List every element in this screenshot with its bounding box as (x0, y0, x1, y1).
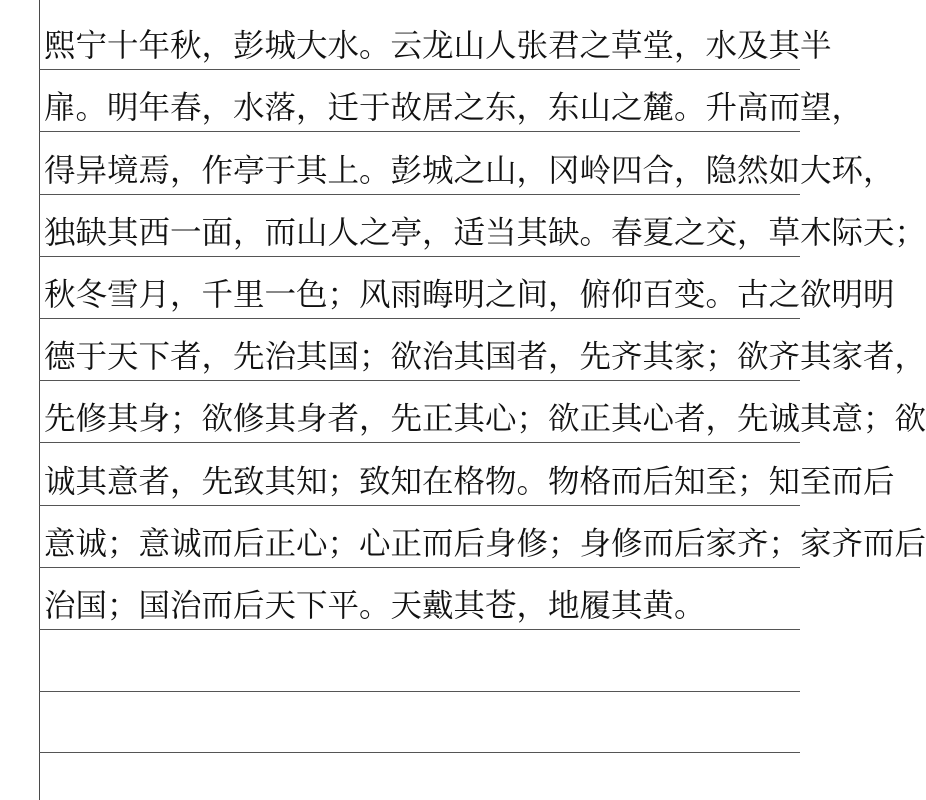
handwritten-line-7: 先修其身；欲修其身者，先正其心；欲正其心者，先诚其意；欲 (44, 401, 926, 437)
ruled-line (39, 131, 800, 132)
handwritten-line-3: 得异境焉，作亭于其上。彭城之山，冈岭四合，隐然如大环， (44, 153, 895, 189)
handwritten-line-9: 意诚；意诚而后正心；心正而后身修；身修而后家齐；家齐而后 (44, 526, 926, 562)
ruled-line (39, 318, 800, 319)
handwritten-line-10: 治国；国治而后天下平。天戴其苍，地履其黄。 (44, 588, 706, 624)
ruled-line (39, 380, 800, 381)
ruled-line (39, 256, 800, 257)
ruled-line (39, 567, 800, 568)
ruled-line (39, 442, 800, 443)
ruled-line (39, 752, 800, 753)
handwritten-line-6: 德于天下者，先治其国；欲治其国者，先齐其家；欲齐其家者， (44, 339, 926, 375)
ruled-line (39, 194, 800, 195)
handwritten-line-4: 独缺其西一面，而山人之亭，适当其缺。春夏之交，草木际天； (44, 215, 926, 251)
handwritten-line-8: 诚其意者，先致其知；致知在格物。物格而后知至；知至而后 (44, 464, 895, 500)
ruled-line (39, 691, 800, 692)
ruled-line (39, 505, 800, 506)
ruled-line (39, 629, 800, 630)
ruled-line (39, 69, 800, 70)
handwritten-line-5: 秋冬雪月，千里一色；风雨晦明之间，俯仰百变。古之欲明明 (44, 277, 895, 313)
handwritten-line-2: 扉。明年春，水落，迁于故居之东，东山之麓。升高而望， (44, 90, 864, 126)
handwritten-line-1: 熙宁十年秋，彭城大水。云龙山人张君之草堂，水及其半 (44, 28, 832, 64)
left-margin-line (39, 0, 40, 800)
